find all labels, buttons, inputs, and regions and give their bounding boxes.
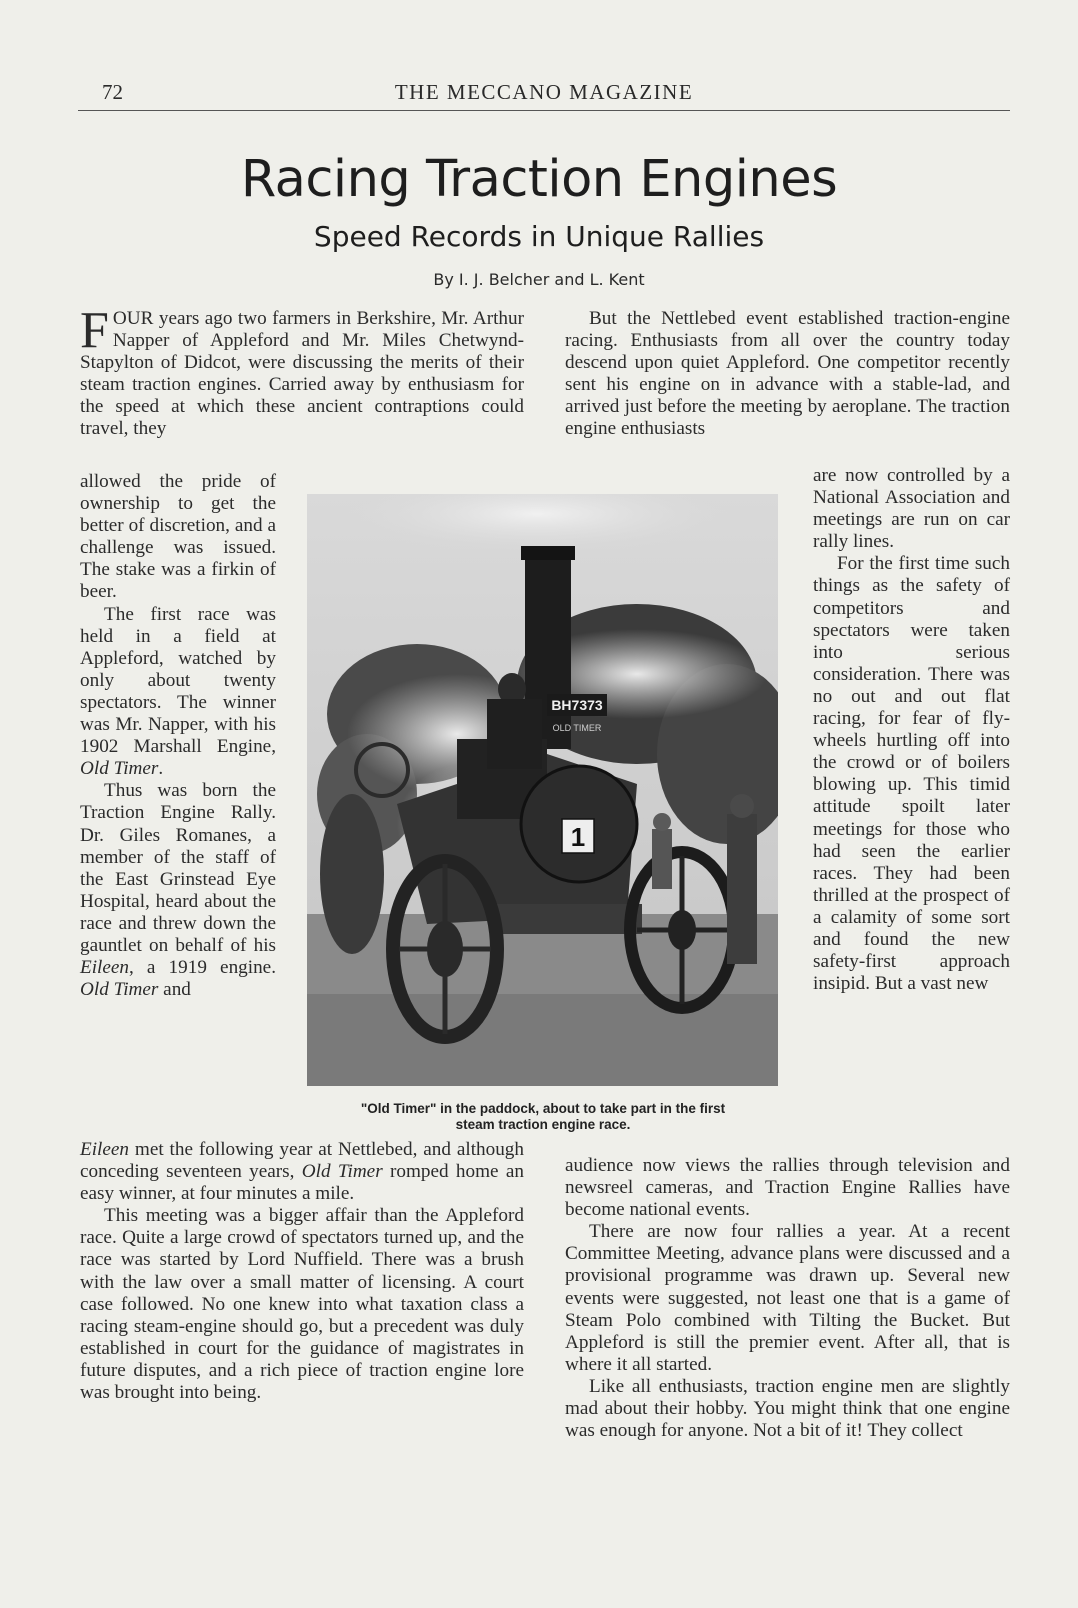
drop-cap: F	[80, 302, 109, 359]
nameplate: OLD TIMER	[552, 723, 602, 733]
paragraph: Thus was born the Traction Engine Rally. Dr. Giles Romanes, a member of the staff of the East Grinstead Eye Hospital, heard about the race and threw down the gauntlet on behalf of his Eileen, a 1919 engine. Old Timer and	[80, 780, 276, 1001]
paragraph: Eileen met the following year at Nettlebed, and although conceding seventeen years, Old Timer romped home an easy winner, at four minutes a mile.	[80, 1139, 524, 1205]
article-title: Racing Traction Engines	[240, 150, 838, 209]
paragraph: are now controlled by a National Association and meetings are run on car rally lines.	[813, 465, 1010, 553]
article-subtitle: Speed Records in Unique Rallies	[313, 220, 765, 253]
traction-engine-illustration	[307, 494, 778, 1086]
magazine-title: THE MECCANO MAGAZINE	[394, 80, 694, 104]
paragraph: Like all enthusiasts, traction engine men are slightly mad about their hobby. You might think that one engine was enough for anyone. Not a bit of it! They collect	[565, 1375, 1010, 1442]
paragraph: allowed the pride of ownership to get the better of discretion, and a challenge was issued. The stake was a firkin of beer.	[80, 471, 276, 603]
registration-plate: BH7373	[551, 697, 603, 713]
paragraph: But the Nettlebed event established traction-engine racing. Enthusiasts from all over the country today descend upon quiet Appleford. One competitor recently sent his engine on in advance with a stable-lad, and arrived just before the meeting by aeroplane. The traction engine enthusiasts	[565, 308, 1010, 440]
traction-engine-photo	[307, 494, 778, 1086]
race-number: 1	[570, 822, 586, 852]
left-column-top	[80, 302, 524, 441]
left-top-text: OUR years ago two farmers in Berkshire, Mr. Arthur Napper of Appleford and Mr. Miles Chetwynd-Stapylton of Didcot, were discussing the merits of their steam traction engines. Carried away by enthusiasm for the speed at which these ancient contraptions could travel, they	[80, 308, 524, 440]
right-column-bottom	[565, 1155, 1010, 1442]
page-number: 72	[102, 80, 123, 104]
paragraph: For the first time such things as the safety of competitors and spectators were taken into serious consideration. There was no out and out flat racing, for fear of fly-wheels hurtling off into the crowd or of boilers blowing up. This timid attitude spoilt later meetings for those who had seen the earlier races. They had been thrilled at the prospect of a calamity of some sort and found the new safety-first approach insipid. But a vast new	[813, 553, 1010, 995]
left-column-narrow	[80, 471, 276, 1001]
right-column-narrow	[813, 465, 1010, 995]
page-header	[78, 76, 1010, 111]
article-byline: By I. J. Belcher and L. Kent	[433, 270, 645, 289]
paragraph: The first race was held in a field at Appleford, watched by only about twenty spectators. The winner was Mr. Napper, with his 1902 Marshall Engine, Old Timer.	[80, 603, 276, 780]
paragraph: There are now four rallies a year. At a recent Committee Meeting, advance plans were discussed and a provisional programme was drawn up. Several new events were suggested, not least one that is a game of Steam Polo combined with Tilting the Bucket. But Appleford is still the premier event. After all, that is where it all started.	[565, 1221, 1010, 1375]
photo-caption: "Old Timer" in the paddock, about to take part in the first steam traction engine race.	[360, 1101, 726, 1132]
left-column-bottom	[80, 1139, 524, 1404]
right-column-top	[565, 308, 1010, 441]
paragraph: audience now views the rallies through television and newsreel cameras, and Traction Engine Rallies have become national events.	[565, 1155, 1010, 1221]
paragraph: This meeting was a bigger affair than the Appleford race. Quite a large crowd of spectators turned up, and the race was started by Lord Nuffield. There was a brush with the law over a small matter of licensing. A court case followed. No one knew into what taxation class a racing steam-engine should go, but a precedent was duly established in court for the guidance of magistrates in future disputes, and a rich piece of traction engine lore was brought into being.	[80, 1205, 524, 1404]
